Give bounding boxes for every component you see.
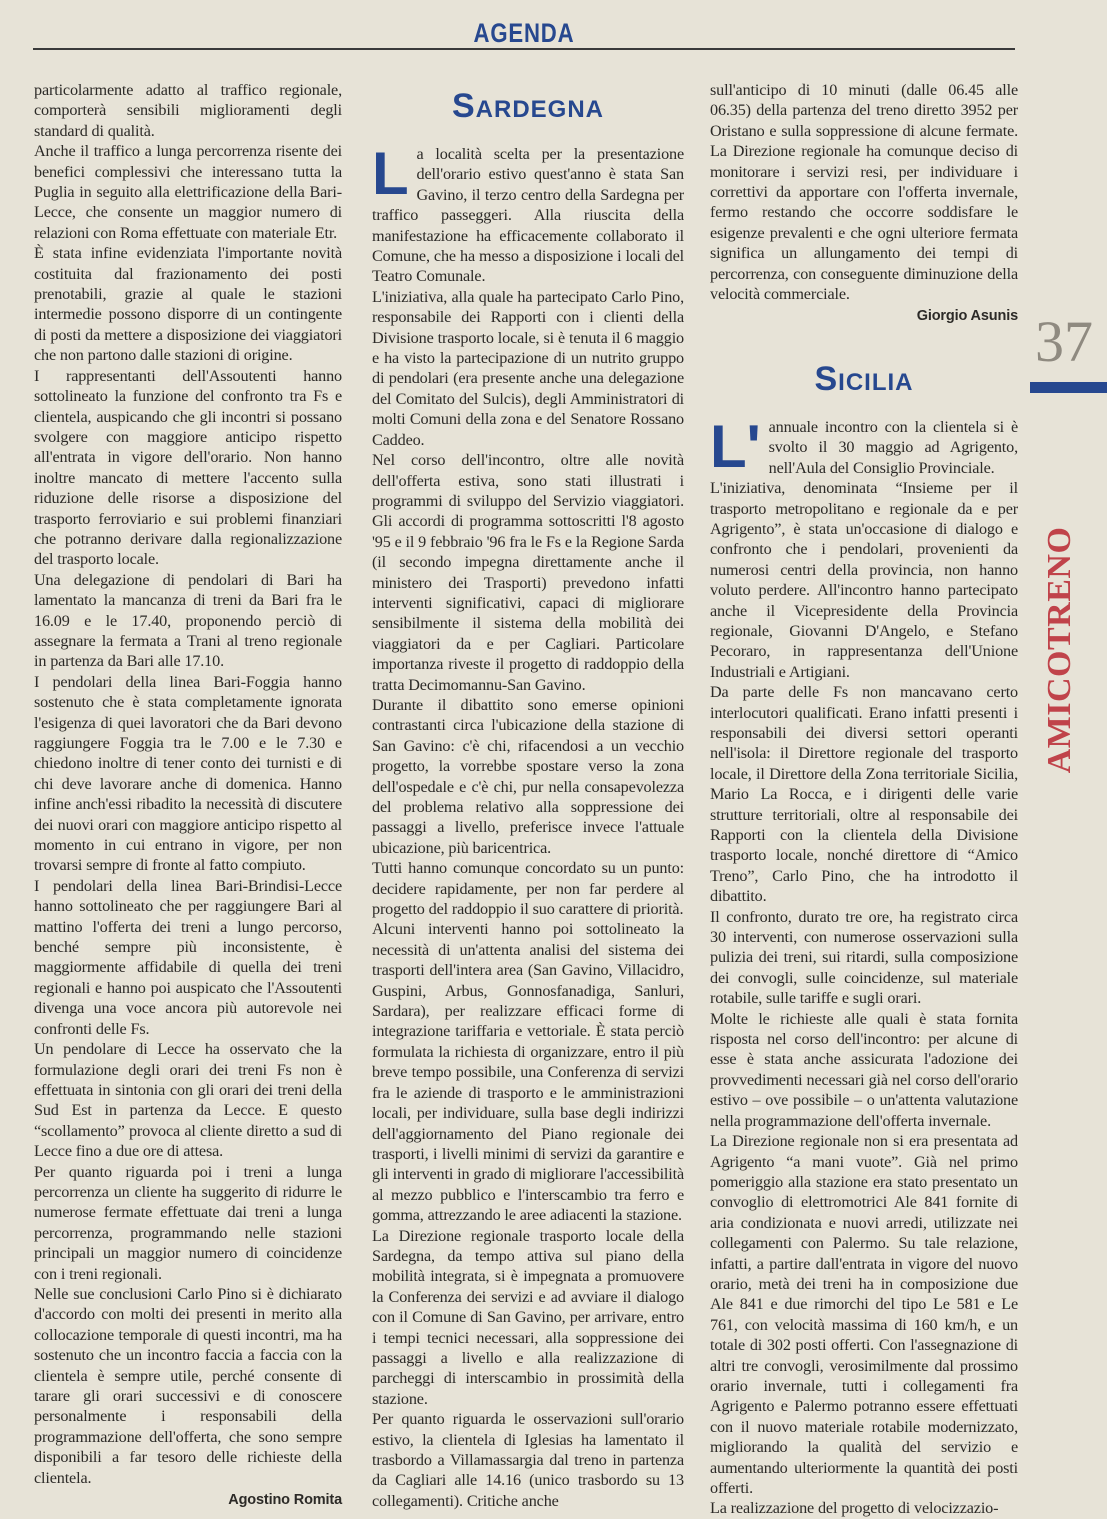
paragraph: Il confronto, durato tre ore, ha registrato circa 30 interventi, con numerose osservazioni sulla pulizia dei treni, sui ritardi, sulla composizione dei convogli, sulle coincidenze, sul materiale rotabile, sulle tariffe e sugli orari.: [710, 907, 1018, 1008]
magazine-name-vertical: [1030, 526, 1090, 774]
paragraph: Alcuni interventi hanno poi sottolineato la necessità di un'attenta analisi del sistema dei trasporti dell'intera area (San Gavino, Villacidro, Guspini, Arbus, Gonnosfanadiga, Sanluri, Sardara), per realizzare efficaci forme di integrazione tariffaria e vettoriale. È stata perciò formulata la richiesta di organizzare, entro il più breve tempo possibile, una Conferenza di servizi fra le aziende di trasporto e le amministrazioni locali, per individuare, sulla base degli indirizzi dell'aggiornamento del Piano regionale dei trasporti, i livelli minimi di servizi da garantire e gli interventi in grado di migliorare l'accessibilità al mezzo pubblico e l'interscambio tra ferro e gomma, attrezzando le aree adiacenti la stazione.: [372, 920, 684, 1225]
paragraph: I pendolari della linea Bari-Foggia hanno sostenuto che è stata completamente ignorata l'esigenza di quei lavoratori che da Bari devono raggiungere Foggia tra le 7.00 e le 7.30 e chiedono inoltre di tener conto dei turnisti e di chi deve lavorare anche di domenica. Hanno infine anch'essi ribadito la necessità di discutere dei nuovi orari con maggiore anticipo rispetto al momento in cui entrano in vigore, per non trovarsi sempre di fronte al fatto compiuto.: [34, 672, 342, 875]
byline-agostino-romita: Agostino Romita: [228, 1492, 342, 1509]
lead-paragraph: [372, 140, 684, 287]
page-number: 37: [1035, 309, 1093, 374]
margin-accent-bar: [1030, 382, 1107, 393]
article-title-sicilia: Sicilia: [814, 359, 914, 398]
magazine-name-text: AMICOTRENO: [1041, 526, 1078, 774]
paragraph: Da parte delle Fs non mancavano certo interlocutori qualificati. Erano infatti presenti i responsabili dei diversi settori operanti nell'isola: il Direttore regionale del trasporto locale, il Direttore della Zona territoriale Sicilia, Mario La Rocca, e i dirigenti delle varie strutture territoriali, oltre al responsabile dei Rapporti con la clientela della Divisione trasporto locale, nonché direttore di “Amico Treno”, Carlo Pino, che ha introdotto il dibattito.: [710, 683, 1018, 906]
lead-text: annuale incontro con la clientela si è svolto il 30 maggio ad Agrigento, nell'Aula del Consiglio Provinciale.: [768, 417, 1018, 477]
paragraph: Molte le richieste alle quali è stata fornita risposta nel corso dell'incontro: per alcune di esse è stata anche assicurata l'adozione dei provvedimenti necessari già nel corso dell'orario estivo – ove possibile – o un'attenta valutazione nella programmazione dell'offerta invernale.: [710, 1009, 1018, 1130]
article-title-sardegna: Sardegna: [451, 87, 604, 125]
paragraph: sull'anticipo di 10 minuti (dalle 06.45 alle 06.35) della partenza del treno diretto 3952 per Oristano e sulla soppressione di alcune fermate. La Direzione regionale ha comunque deciso di monitorare i servizi resi, per individuare i correttivi da apportare con l'offerta invernale, fermo restando che occorre soddisfare le esigenze prevalenti e che ogni ulteriore fermata significa un allungamento dei tempi di percorrenza, con conseguente diminuzione della velocità commerciale.: [710, 81, 1018, 304]
paragraph: Tutti hanno comunque concordato su un punto: decidere rapidamente, per non far perdere al progetto del raddoppio il suo carattere di priorità.: [372, 859, 684, 919]
byline-giorgio-asunis: Giorgio Asunis: [916, 308, 1018, 325]
paragraph: L'iniziativa, denominata “Insieme per il trasporto metropolitano e regionale da e per Agrigento”, è stata un'occasione di dialogo e confronto che i pendolari, provenienti da numerosi centri della provincia, non hanno voluto perdere. All'incontro hanno partecipato anche il Vicepresidente della Provincia regionale, Giovanni D'Angelo, e Stefano Pecoraro, in rappresentanza dell'Unione Industriali e Artigiani.: [710, 479, 1018, 681]
paragraph: Nelle sue conclusioni Carlo Pino si è dichiarato d'accordo con molti dei presenti in merito alla collocazione temporale di questi incontri, ma ha sostenuto che un incontro faccia a faccia con la clientela è sempre utile, perché consente di tarare gli orari successivi e di conoscere personalmente i responsabili della programmazione dell'offerta, che sono sempre disponibili a far tesoro delle richieste della clientela.: [34, 1284, 342, 1487]
paragraph: Anche il traffico a lunga percorrenza risente dei benefici complessivi che interessano tutta la Puglia in seguito alla elettrificazione della Bari-Lecce, che consente un maggior numero di relazioni con Roma effettuate con materiale Etr.: [34, 142, 342, 242]
header-rule: [33, 48, 1015, 50]
lead-text: a località scelta per la presentazione dell'orario estivo quest'anno è stata San Gavino, il terzo centro della Sardegna per traffico passeggeri. Alla riuscita della manifestazione ha efficacemente collaborato il Comune, che ha messo a disposizione i locali del Teatro Comunale.: [372, 145, 684, 286]
paragraph: La realizzazione del progetto di velocizzazio-: [710, 1499, 999, 1518]
column-2-sardegna: [372, 80, 684, 1510]
paragraph: I pendolari della linea Bari-Brindisi-Lecce hanno sottolineato che per raggiungere Bari al mattino l'offerta dei treni a lungo percorso, benché sempre più inconsistente, è maggiormente affidabile di quella dei treni regionali e hanno poi auspicato che l'Assoutenti divenga una voce ancora più autorevole nei confronti delle Fs.: [34, 876, 342, 1038]
dropcap: L': [710, 412, 761, 480]
lead-paragraph: [710, 412, 1018, 480]
dropcap: L: [372, 140, 409, 207]
paragraph: La Direzione regionale trasporto locale della Sardegna, da tempo attiva sul piano della mobilità integrata, si è impegnata a promuovere la Conferenza dei servizi e ad avviare il dialogo con il Comune di San Gavino, per arrivare, entro i tempi tecnici necessari, alla soppressione dei passaggi a livello e alla realizzazione di parcheggi di interscambio in prossimità della stazione.: [372, 1226, 684, 1408]
paragraph: Nel corso dell'incontro, oltre alle novità dell'offerta estiva, sono stati illustrati i programmi di sviluppo del Servizio viaggiatori. Gli accordi di programma sottoscritti l'8 agosto '95 e il 9 febbraio '96 fra le Fs e la Regione Sarda (il secondo impegna direttamente anche il ministero dei Trasporti) prevedono infatti interventi significativi, capaci di migliorare sensibilmente il sistema della mobilità dei viaggiatori da e per Cagliari. Particolare importanza riveste il progetto di raddoppio della tratta Decimomannu-San Gavino.: [372, 451, 684, 694]
paragraph: È stata infine evidenziata l'importante novità costituita dal frazionamento dei posti prenotabili, grazie al quale le stazioni intermedie possono disporre di un contingente di posti da mettere a disposizione dei viaggiatori che non partono dalle stazioni di origine.: [34, 244, 342, 365]
paragraph: Un pendolare di Lecce ha osservato che la formulazione degli orari dei treni Fs non è effettuata in sintonia con gli orari dei treni della Sud Est in partenza da Lecce. E questo “scollamento” provoca al cliente diretto a sud di Lecce fino a due ore di attesa.: [34, 1040, 342, 1161]
paragraph: I rappresentanti dell'Assoutenti hanno sottolineato la funzione del confronto tra Fs e clientela, auspicando che gli incontri si possano svolgere con maggiore anticipo rispetto all'entrata in vigore dell'orario. Non hanno inoltre mancato di mettere l'accento sulla riduzione delle risorse a disposizione del trasporto ferroviario e sui problemi finanziari che potranno derivare dalla regionalizzazione del trasporto locale.: [34, 366, 342, 569]
paragraph: Per quanto riguarda poi i treni a lunga percorrenza un cliente ha suggerito di ridurre le numerose fermate effettuate dai treni a lunga percorrenza, programmando nelle stazioni principali un maggior numero di coincidenze con i treni regionali.: [34, 1162, 342, 1283]
page-header: [33, 0, 1015, 52]
paragraph: Una delegazione di pendolari di Bari ha lamentato la mancanza di treni da Bari fra le 16.09 e le 17.40, proponendo perciò di assegnare la fermata a Trani al treno regionale in partenza da Bari alle 17.10.: [34, 570, 342, 671]
paragraph: Per quanto riguarda le osservazioni sull'orario estivo, la clientela di Iglesias ha lamentato il trasbordo a Villamassargia dal treno in partenza da Cagliari alle 14.16 (unico trasbordo su 13 collegamenti). Critiche anche: [372, 1410, 684, 1510]
column-1: [34, 80, 342, 1509]
section-title-agenda: AGENDA: [473, 18, 575, 48]
paragraph: Durante il dibattito sono emerse opinioni contrastanti circa l'ubicazione della stazione di San Gavino: c'è chi, rifacendosi a un vecchio progetto, la vorrebbe spostare verso la zona dell'ospedale e c'è chi, pur nella consapevolezza del problema relativo alla soppressione dei passaggi a livello, preferisce invece l'attuale ubicazione, più baricentrica.: [372, 695, 684, 857]
paragraph: L'iniziativa, alla quale ha partecipato Carlo Pino, responsabile dei Rapporti con i clienti della Divisione trasporto locale, si è tenuta il 6 maggio e ha visto la partecipazione di un nutrito gruppo di pendolari (era presente anche una delegazione del Comitato del Sulcis), degli Amministratori di molti Comuni della zona e del Senatore Rossano Caddeo.: [372, 287, 684, 449]
column-3-sicilia: [710, 80, 1018, 1518]
paragraph: La Direzione regionale non si era presentata ad Agrigento “a mani vuote”. Già nel primo pomeriggio alla stazione era stato presentato un convoglio di elettromotrici Ale 841 fornite di aria condizionata e nuovi arredi, utilizzate nei collegamenti con Palermo. Su tale relazione, infatti, a partire dall'entrata in vigore del nuovo orario, metà dei treni ha in composizione due Ale 841 e due rimorchi del tipo Le 581 e Le 761, con velocità massima di 160 km/h, e un totale di 302 posti offerti. Con l'assegnazione di altri tre convogli, verosimilmente dal prossimo orario invernale, tutti i collegamenti fra Agrigento e Palermo potranno essere effettuati con il nuovo materiale rotabile modernizzato, migliorando la qualità del servizio e aumentando ulteriormente la quantità dei posti offerti.: [710, 1132, 1018, 1497]
paragraph: particolarmente adatto al traffico regionale, comporterà sensibili miglioramenti degli standard di qualità.: [34, 81, 342, 140]
